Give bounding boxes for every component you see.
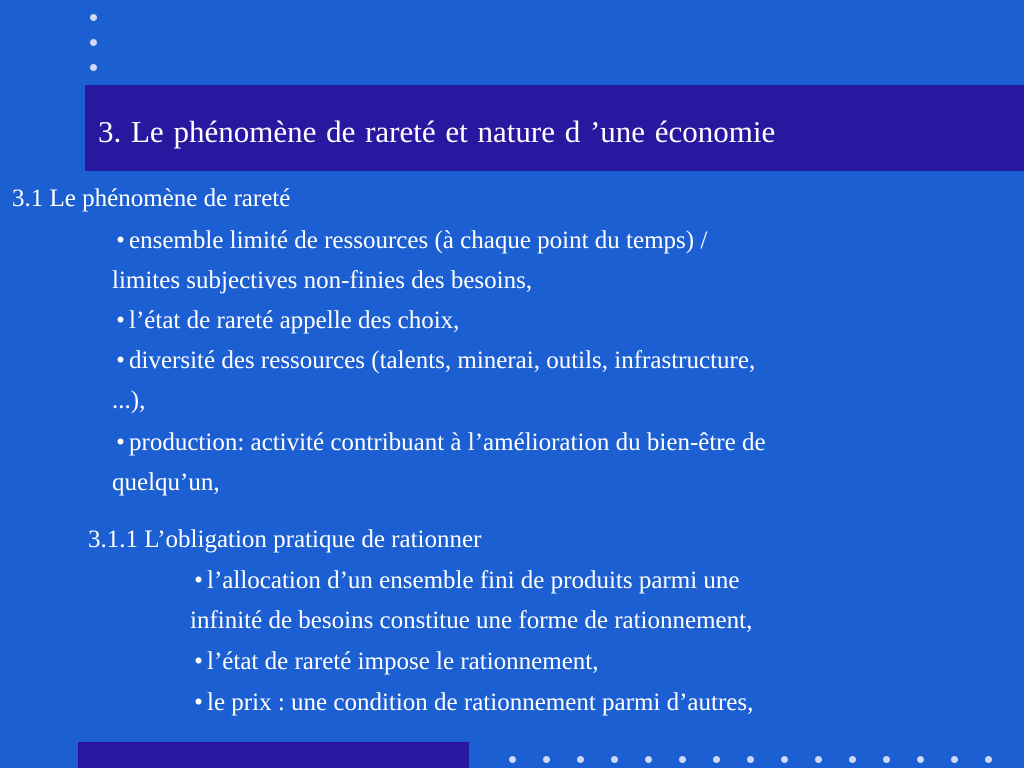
section-bullet-1-line-1 [112, 226, 707, 256]
bullet-text: l’état de rareté impose le rationnement, [207, 648, 599, 675]
decor-dot [645, 756, 652, 763]
decor-dot [883, 756, 890, 763]
bullet-text: ensemble limité de ressources (à chaque point du temps) / [129, 227, 708, 254]
section-bullet-2 [112, 306, 459, 336]
bullet-icon: • [116, 347, 125, 374]
subsection-bullet-1-line-1 [190, 566, 740, 596]
subsection-bullet-2 [190, 647, 599, 677]
decor-dot [951, 756, 958, 763]
bullet-icon: • [194, 567, 203, 594]
section-bullet-4-line-1 [112, 428, 766, 458]
section-bullet-3-line-2: ...), [112, 387, 146, 414]
footer-bar [78, 742, 469, 768]
bullet-icon: • [116, 307, 125, 334]
decor-dot [90, 14, 97, 21]
decor-dot [509, 756, 516, 763]
bullet-text: l’allocation d’un ensemble fini de produits parmi une [207, 567, 740, 594]
bullet-icon: • [116, 227, 125, 254]
title-bar [85, 85, 1024, 171]
decor-dot [917, 756, 924, 763]
bullet-text: production: activité contribuant à l’amélioration du bien-être de [129, 429, 766, 456]
decor-dot [90, 39, 97, 46]
slide-title: 3. Le phénomène de rareté et nature d ’une économie [98, 114, 776, 149]
decor-dot [747, 756, 754, 763]
decor-dot [781, 756, 788, 763]
bullet-text: le prix : une condition de rationnement parmi d’autres, [207, 689, 754, 716]
subsection-bullet-3 [190, 688, 753, 718]
decor-dot [679, 756, 686, 763]
decor-dot [849, 756, 856, 763]
bullet-icon: • [194, 689, 203, 716]
decor-dot [543, 756, 550, 763]
section-bullet-3-line-1 [112, 346, 755, 376]
decor-dot [577, 756, 584, 763]
bullet-icon: • [116, 429, 125, 456]
bullet-icon: • [194, 648, 203, 675]
decor-dot [985, 756, 992, 763]
bullet-text: diversité des ressources (talents, minerai, outils, infrastructure, [129, 347, 756, 374]
decor-dot [611, 756, 618, 763]
subsection-heading: 3.1.1 L’obligation pratique de rationner [88, 526, 482, 553]
decor-dot [815, 756, 822, 763]
decor-dot [713, 756, 720, 763]
section-heading: 3.1 Le phénomène de rareté [12, 185, 291, 212]
subsection-bullet-1-line-2: infinité de besoins constitue une forme de rationnement, [190, 607, 753, 634]
decor-dot [90, 64, 97, 71]
section-bullet-4-line-2: quelqu’un, [112, 469, 220, 496]
section-bullet-1-line-2: limites subjectives non-finies des besoins, [112, 267, 533, 294]
bullet-text: l’état de rareté appelle des choix, [129, 307, 460, 334]
